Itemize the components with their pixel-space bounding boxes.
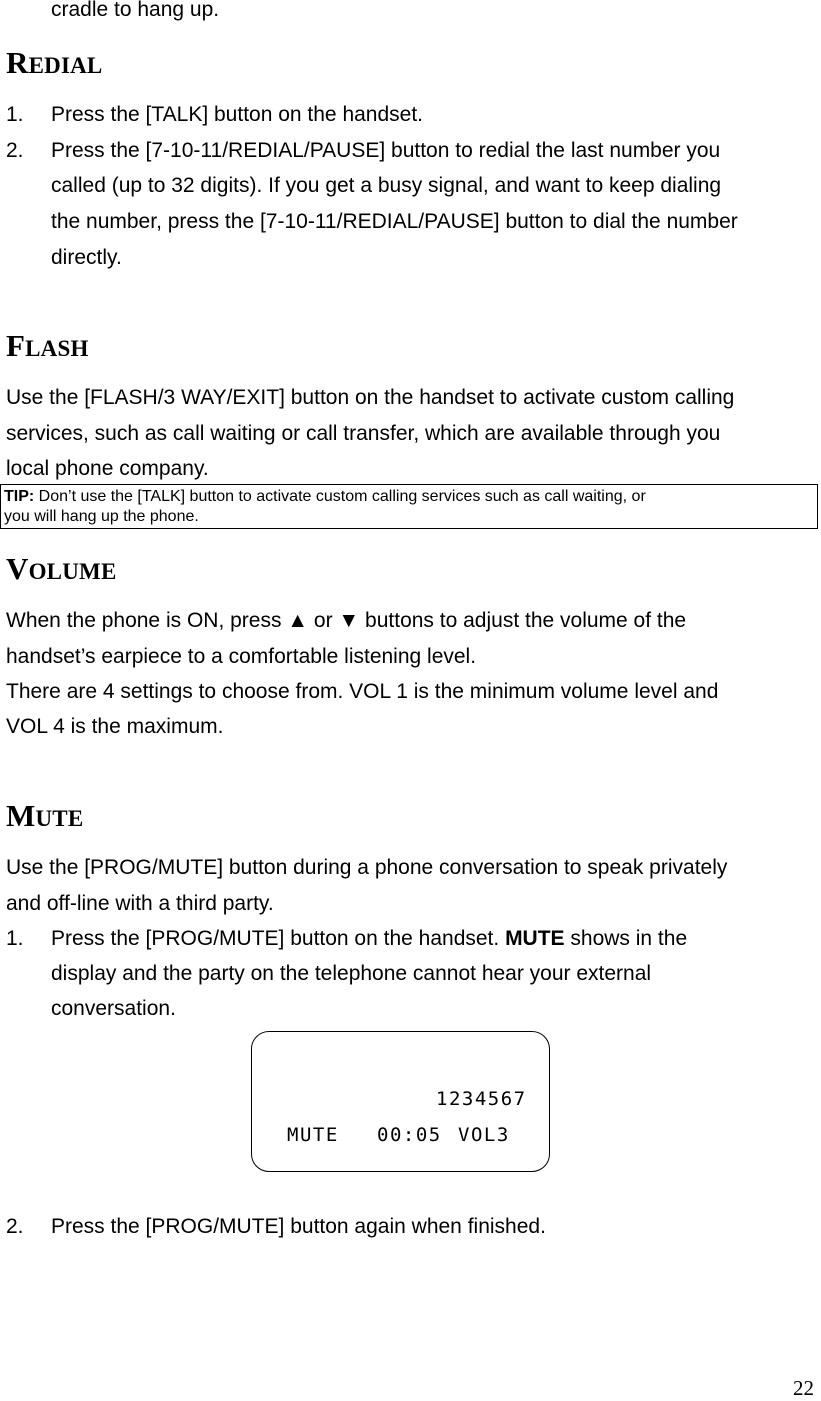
list-item-text: Press the [TALK] button on the handset. (51, 103, 424, 126)
display-mute-status: MUTE (287, 1124, 339, 1146)
heading-flash (6, 328, 89, 364)
heading-volume-rest: OLUME (28, 559, 117, 584)
list-number: 1. (6, 103, 24, 126)
display-volume: VOL3 (458, 1124, 510, 1146)
tip-label: TIP: (4, 488, 35, 505)
tip-line (4, 487, 814, 507)
flash-paragraph-line: services, such as call waiting or call transfer, which are available through you (6, 422, 721, 445)
list-item-text-end: shows in the (564, 927, 688, 950)
page-number: 22 (793, 1376, 814, 1400)
mute-keyword: MUTE (505, 927, 565, 950)
list-item-text: called (up to 32 digits). If you get a busy signal, and want to keep dialing (51, 174, 722, 197)
list-item-text-start: Press the [PROG/MUTE] button on the handset. (51, 927, 506, 950)
mute-paragraph-line: Use the [PROG/MUTE] button during a phone conversation to speak privately (6, 856, 728, 879)
volume-paragraph-line: There are 4 settings to choose from. VOL 1 is the minimum volume level and (6, 680, 719, 703)
heading-redial-initial: R (6, 45, 29, 80)
tip-line: you will hang up the phone. (4, 508, 199, 525)
list-number: 2. (6, 1215, 24, 1238)
list-number: 2. (6, 139, 24, 162)
tip-text: Don’t use the [TALK] button to activate custom calling services such as call waiting, or (34, 488, 646, 505)
list-item-text: directly. (51, 246, 122, 269)
volume-paragraph-line: VOL 4 is the maximum. (6, 715, 224, 738)
heading-mute-rest: UTE (35, 806, 84, 831)
mute-paragraph-line: and off-line with a third party. (6, 892, 274, 915)
list-item-text: display and the party on the telephone cannot hear your external (51, 962, 652, 985)
volume-paragraph-line: When the phone is ON, press ▲ or ▼ buttons to adjust the volume of the (6, 609, 687, 632)
heading-volume (6, 551, 117, 587)
heading-redial-rest: EDIAL (28, 53, 103, 78)
flash-paragraph-line: Use the [FLASH/3 WAY/EXIT] button on the handset to activate custom calling (6, 386, 735, 409)
list-item-text: Press the [7-10-11/REDIAL/PAUSE] button to redial the last number you (51, 139, 721, 162)
display-number: 1234567 (436, 1088, 527, 1110)
heading-volume-initial: V (6, 551, 29, 586)
tip-box (0, 484, 818, 529)
list-item-text: the number, press the [7-10-11/REDIAL/PAUSE] button to dial the number (51, 210, 738, 233)
handset-display (251, 1031, 550, 1172)
heading-mute (6, 798, 84, 834)
list-item-text: conversation. (51, 997, 176, 1020)
list-item-text: Press the [PROG/MUTE] button again when finished. (51, 1215, 546, 1238)
continuation-text: cradle to hang up. (51, 0, 220, 21)
heading-flash-rest: LASH (25, 336, 89, 361)
flash-paragraph-line: local phone company. (6, 457, 209, 480)
display-timer: 00:05 (377, 1124, 442, 1146)
heading-mute-initial: M (6, 798, 36, 833)
list-number: 1. (6, 927, 24, 950)
heading-flash-initial: F (6, 328, 26, 363)
heading-redial (6, 45, 103, 81)
volume-paragraph-line: handset’s earpiece to a comfortable listening level. (6, 645, 477, 668)
list-item-text (51, 921, 687, 956)
